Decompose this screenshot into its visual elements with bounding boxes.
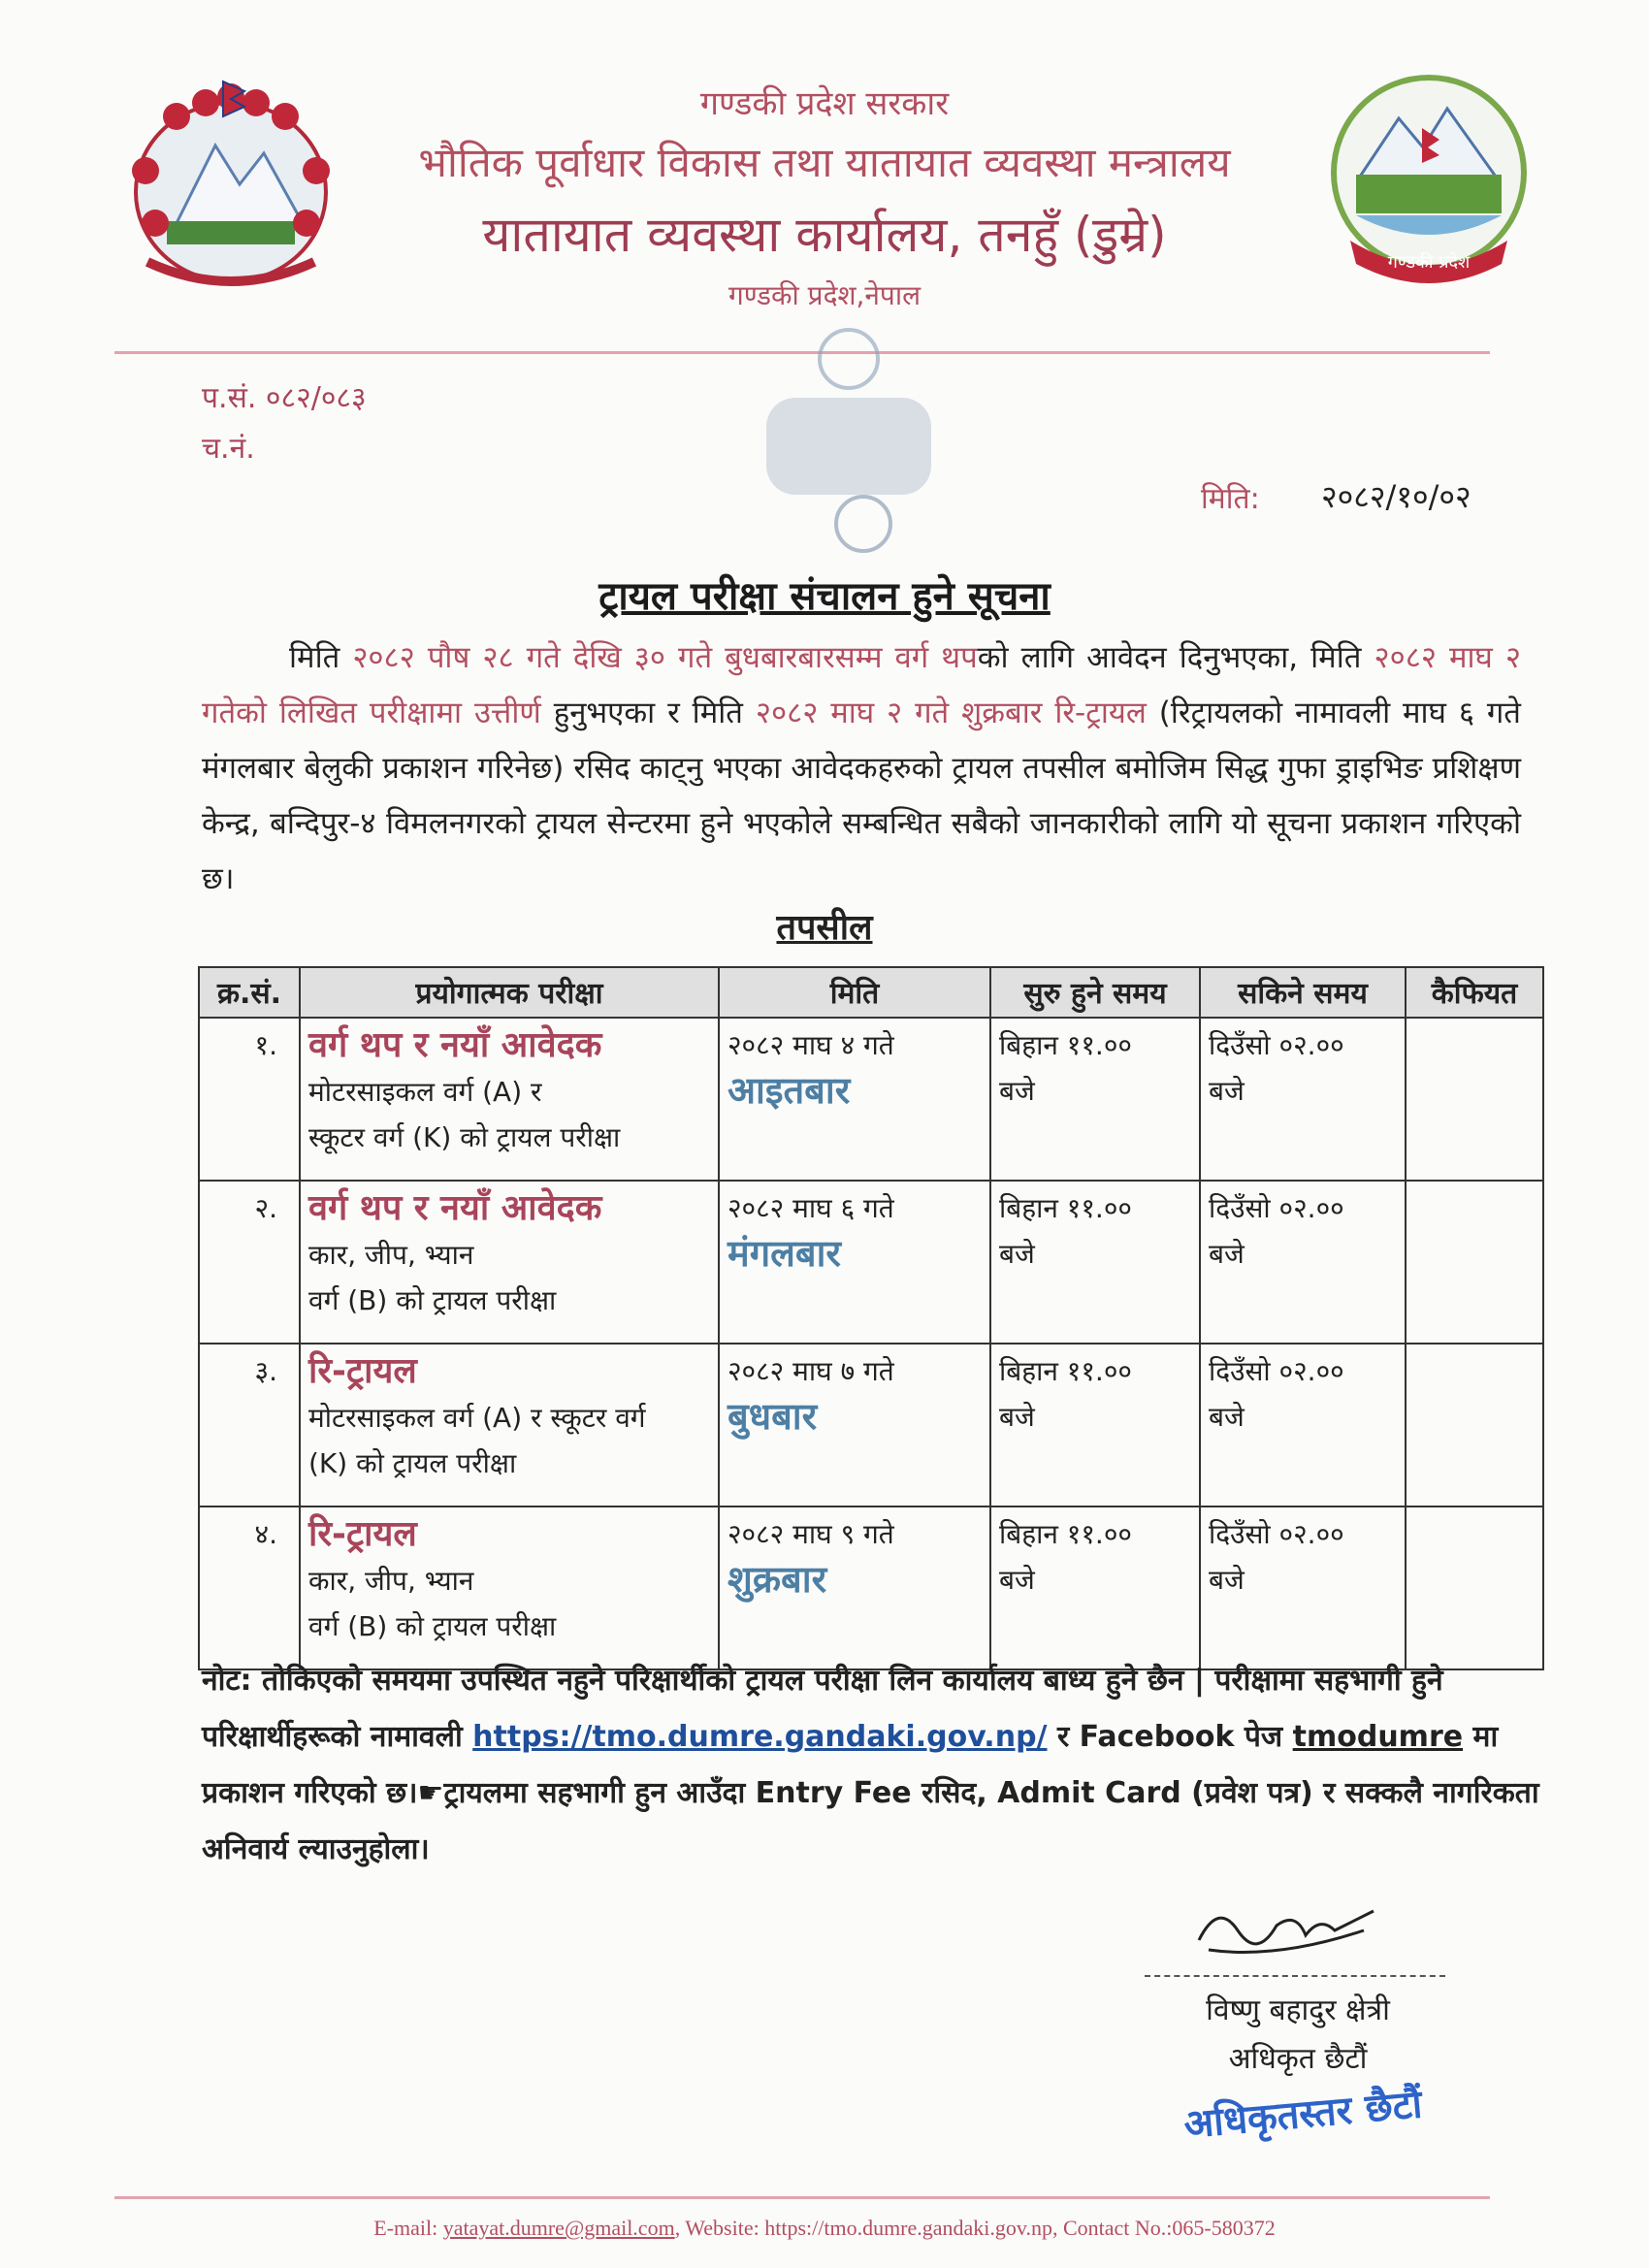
signature-scribble (1189, 1892, 1383, 1969)
row-serial: ४. (199, 1507, 300, 1669)
note-paragraph: नोट: तोकिएको समयमा उपस्थित नहुने परिक्षार्थीको ट्रायल परीक्षा लिन कार्यालय बाध्य हुने छैन | परीक्षामा सहभागी हुने परिक्षार्थीहरूको नामावली https://tmo.dumre.gandaki.gov.np/ र Facebook पेज tmodumre मा प्रकाशन गरिएको छ।☛ट्रायलमा सहभागी हुन आउँदा Entry Fee रसिद, Admit Card (प्रवेश पत्र) र सक्कलै नागरिकता अनिवार्य ल्याउनुहोला। (202, 1664, 1539, 1866)
table-row (199, 1507, 1543, 1669)
row-start: बिहान ११.०० बजे (990, 1344, 1200, 1507)
office-seal-watermark (737, 320, 960, 563)
row-date: २०८२ माघ ७ गते बुधबार (719, 1344, 990, 1507)
table-header-row (199, 967, 1543, 1018)
footer-contact: E-mail: yatayat.dumre@gmail.com, Website: https://tmo.dumre.gandaki.gov.np, Contact No.:065-580372 (373, 2216, 1276, 2240)
column-header-date: मिति (719, 967, 990, 1018)
schedule-heading: तपसील (776, 908, 873, 948)
table-row (199, 1344, 1543, 1507)
notice-body: मिति २०८२ पौष २८ गते देखि ३० गते बुधबारबारसम्म वर्ग थपको लागि आवेदन दिनुभएका, मिति २०८२ माघ २ गतेको लिखित परीक्षामा उत्तीर्ण हुनुभएका र मिति २०८२ माघ २ गते शुक्रबार रि-ट्रायल (रिट्रायलको नामावली माघ ६ गते मंगलबार बेलुकी प्रकाशन गरिनेछ) रसिद काट्नु भएका आवेदकहरुको ट्रायल तपसील बमोजिम सिद्ध गुफा ड्राइभिङ प्रशिक्षण केन्द्र, बन्दिपुर-४ विमलनगरको ट्रायल सेन्टरमा हुने भएकोले सम्बन्धित सबैको जानकारीको लागि यो सूचना प्रकाशन गरिएको छ। (202, 640, 1522, 896)
row-start: बिहान ११.०० बजे (990, 1507, 1200, 1669)
row-end: दिउँसो ०२.०० बजे (1200, 1344, 1406, 1507)
header-location: गण्डकी प्रदेश,नेपाल (728, 279, 922, 311)
row-remarks (1406, 1018, 1543, 1181)
column-header-start: सुरु हुने समय (990, 967, 1200, 1018)
row-test: रि-ट्रायल कार, जीप, भ्यान वर्ग (B) को ट्रायल परीक्षा (300, 1507, 719, 1669)
column-header-test: प्रयोगात्मक परीक्षा (300, 967, 719, 1018)
website-link[interactable]: https://tmo.dumre.gandaki.gov.np/ (472, 1720, 1048, 1754)
notice-title: ट्रायल परीक्षा संचालन हुने सूचना (598, 574, 1051, 619)
header-province: गण्डकी प्रदेश सरकार (699, 84, 950, 123)
column-header-remarks: कैफियत (1406, 967, 1543, 1018)
row-end: दिउँसो ०२.०० बजे (1200, 1507, 1406, 1669)
row-start: बिहान ११.०० बजे (990, 1181, 1200, 1344)
row-date: २०८२ माघ ६ गते मंगलबार (719, 1181, 990, 1344)
table-row (199, 1181, 1543, 1344)
row-end: दिउँसो ०२.०० बजे (1200, 1181, 1406, 1344)
facebook-page-name: tmodumre (1292, 1720, 1464, 1754)
footer-email[interactable]: yatayat.dumre@gmail.com (442, 2216, 675, 2240)
row-test: वर्ग थप र नयाँ आवेदक मोटरसाइकल वर्ग (A) र स्कूटर वर्ग (K) को ट्रायल परीक्षा (300, 1018, 719, 1181)
facebook-label: Facebook (1079, 1720, 1235, 1754)
signatory-title: अधिकृत छैटौं (1228, 2042, 1368, 2076)
date-label: मिति: (1201, 482, 1260, 516)
row-remarks (1406, 1181, 1543, 1344)
date-value: २०८२/१०/०२ (1321, 478, 1471, 515)
row-date: २०८२ माघ ९ गते शुक्रबार (719, 1507, 990, 1669)
row-serial: १. (199, 1018, 300, 1181)
dispatch-number: च.नं. (202, 432, 255, 466)
row-date: २०८२ माघ ४ गते आइतबार (719, 1018, 990, 1181)
row-remarks (1406, 1507, 1543, 1669)
row-remarks (1406, 1344, 1543, 1507)
row-test: रि-ट्रायल मोटरसाइकल वर्ग (A) र स्कूटर वर्ग (K) को ट्रायल परीक्षा (300, 1344, 719, 1507)
signatory-name: विष्णु बहादुर क्षेत्री (1206, 1993, 1390, 2027)
row-start: बिहान ११.०० बजे (990, 1018, 1200, 1181)
footer-divider (114, 2196, 1490, 2199)
row-serial: ३. (199, 1344, 300, 1507)
reference-number: प.सं. ०८२/०८३ (202, 381, 367, 415)
trial-schedule-table (198, 966, 1544, 1670)
column-header-end: सकिने समय (1200, 967, 1406, 1018)
header-ministry: भौतिक पूर्वाधार विकास तथा यातायात व्यवस्था मन्त्रालय (418, 139, 1231, 186)
officer-stamp: अधिकृतस्तर छैटौं (1181, 2082, 1425, 2148)
table-row (199, 1018, 1543, 1181)
row-end: दिउँसो ०२.०० बजे (1200, 1018, 1406, 1181)
row-test: वर्ग थप र नयाँ आवेदक कार, जीप, भ्यान वर्ग (B) को ट्रायल परीक्षा (300, 1181, 719, 1344)
row-serial: २. (199, 1181, 300, 1344)
header-office: यातायात व्यवस्था कार्यालय, तनहुँ (डुम्रे) (482, 207, 1167, 263)
column-header-sn: क्र.सं. (199, 967, 300, 1018)
signature-line (1145, 1975, 1445, 1977)
emblem-right-text: गण्डकी प्रदेश (1387, 252, 1471, 273)
